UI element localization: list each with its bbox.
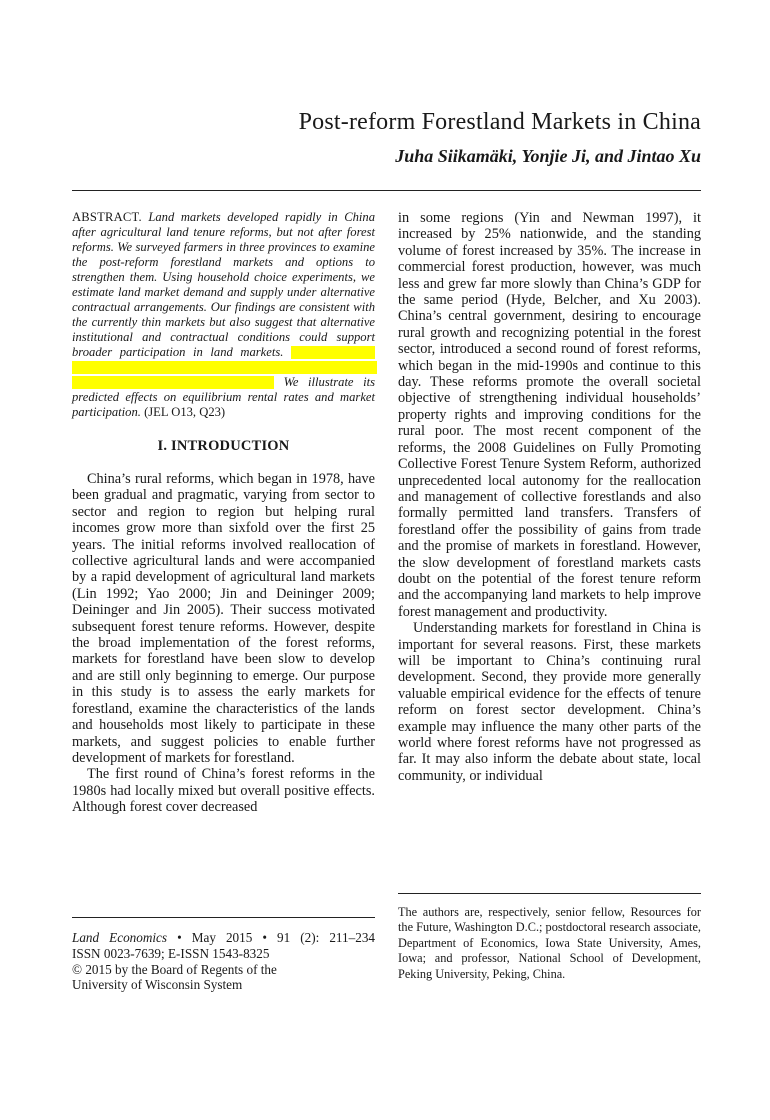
right-column [398,210,701,816]
abstract-text-after-highlight: We illustrate its predicted effects on equilibrium rental rates and market participation. [72,375,375,419]
highlight-redaction-2 [72,361,377,374]
footer-left-rule [72,917,375,918]
header-rule [72,190,701,191]
author-affiliations-footnote [398,893,701,982]
abstract-label: ABSTRACT. [72,210,142,224]
highlight-redaction-3 [72,376,274,389]
journal-citation-text [72,930,375,993]
journal-citation-footer [72,917,375,993]
copyright-line-1: © 2015 by the Board of Regents of the [72,961,277,977]
paper-authors: Juha Siikamäki, Yonjie Ji, and Jintao Xu [395,146,701,166]
introduction-paragraph-1: China’s rural reforms, which began in 1978, have been gradual and pragmatic, varying from sector to sector and region to region but helping rural incomes grow more than sixfold over the first 25 years. The initial reforms involved reallocation of collective agricultural lands and were accompanied by a rapid development of agricultural land markets (Lin 1992; Yao 2000; Jin and Deininger 2009; Deininger and Jin 2005). Their success motivated subsequent forest tenure reforms. However, despite the broad implementation of the forest reforms, markets for forestland have been slow to develop and are still only beginning to emerge. Our purpose in this study is to assess the early markets for forestland, examine the characteristics of the lands and households most likely to participate in these markets, and suggest policies to enable further development of markets for forestland. [72,471,375,766]
footnote-rule [398,893,701,894]
highlight-redaction-1 [291,346,375,359]
abstract-text-before-highlight: Land markets developed rapidly in China after agricultural land tenure reforms, but not after forest reforms. We surveyed farmers in three provinces to examine the post-reform forestland markets and options to strengthen them. Using household choice experiments, we estimate land market demand and supply under alternative contractual arrangements. Our findings are consistent with the currently thin markets but also suggest that alternative institutional and contractual conditions could support broader participation in land markets. [72,210,375,359]
journal-name: Land Economics [72,930,168,945]
journal-citation-line [72,930,375,946]
left-column [72,210,375,816]
paper-header [72,108,701,167]
paper-title: Post-reform Forestland Markets in China [298,109,701,135]
introduction-paragraph-2: The first round of China’s forest reforms in the 1980s had locally mixed but overall positive effects. Although forest cover decreased [72,766,375,816]
author-affiliations-text: The authors are, respectively, senior fellow, Resources for the Future, Washington D.C.; postdoctoral research associate, Department of Economics, Iowa State University, Ames, Iowa; and professor, National School of Development, Peking University, Peking, China. [398,905,701,981]
issn-line: ISSN 0023-7639; E-ISSN 1543-8325 [72,945,270,961]
journal-issue-info: • May 2015 • 91 (2): 211–234 [177,930,376,945]
two-column-body [72,210,701,816]
abstract-jel-codes: (JEL O13, Q23) [144,405,226,419]
right-column-paragraph-2: Understanding markets for forestland in China is important for several reasons. First, these markets will be important to China’s continuing rural development. Second, they provide more generally valuable empirical evidence for the effects of tenure reform on forest sector development. China’s example may influence the many other parts of the world where forest reforms have not progressed as far. It may also inform the debate about state, local community, or individual [398,620,701,784]
right-column-paragraph-1: in some regions (Yin and Newman 1997), it increased by 25% nationwide, and the standing volume of forest increased by 35%. The increase in commercial forest production, however, was much less and grew far more slowly than China’s GDP for the same period (Hyde, Belcher, and Xu 2003). China’s central government, desiring to encourage rural growth and recognizing potential in the forest sector, introduced a second round of forest reforms, which began in the mid-1990s and continue to this day. These reforms promote the overall societal objective of strengthening individual households’ property rights and improving conditions for the rural poor. The most recent component of the reforms, the 2008 Guidelines on Fully Promoting Collective Forest Tenure System Reform, authorized unprecedented local autonomy for the reallocation and management of collective forestlands and also formally permitted land transfers. Transfers of forestland offer the possibility of gains from trade and the promise of markets in forestland. However, the slow development of forestland markets casts doubt on the potential of the forest tenure reform and the accompanying land markets to help improve forest management and productivity. [398,210,701,620]
section-heading-introduction: I. INTRODUCTION [157,438,290,454]
copyright-line-2: University of Wisconsin System [72,977,243,993]
abstract-paragraph [72,210,375,420]
